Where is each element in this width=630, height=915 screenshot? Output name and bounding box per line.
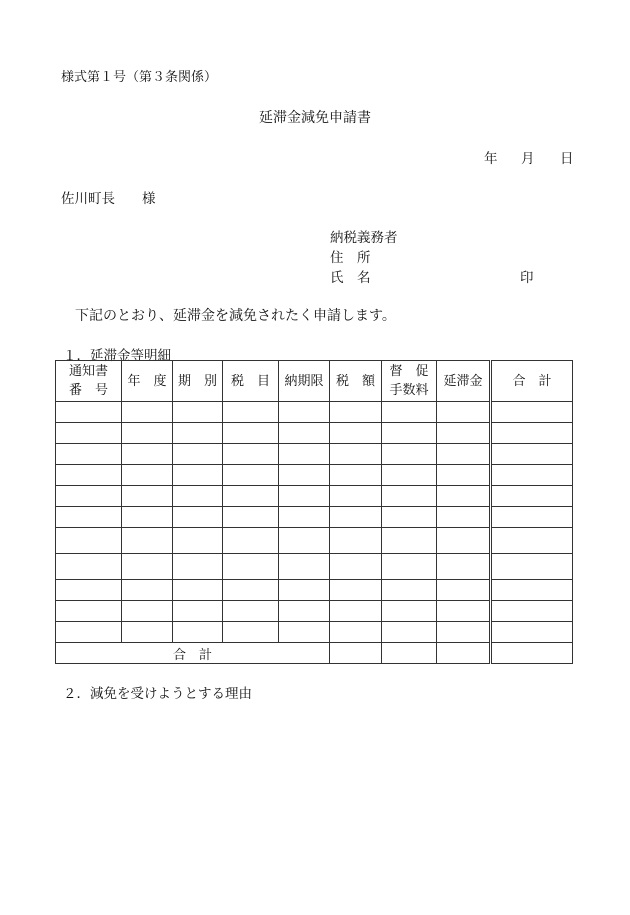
table-cell-reminder-fee[interactable] [382,554,437,580]
table-cell-fiscal-year[interactable] [122,423,173,444]
seal-mark: 印 [520,270,534,286]
table-cell-reminder-fee[interactable] [382,601,437,622]
table-cell-delinquency-charge[interactable] [437,554,491,580]
column-header-line: 税 目 [230,373,270,389]
table-cell-delinquency-charge[interactable] [437,622,491,643]
table-row [56,601,573,622]
table-cell-fiscal-year[interactable] [122,601,173,622]
table-cell-reminder-fee[interactable] [382,528,437,554]
table-cell-fiscal-year[interactable] [122,402,173,423]
table-cell-notice-number[interactable] [56,580,122,601]
table-cell-fiscal-year[interactable] [122,580,173,601]
table-cell-due-date[interactable] [279,528,330,554]
table-row [56,580,573,601]
total-reminder-fee-cell[interactable] [382,643,437,664]
table-cell-notice-number[interactable] [56,465,122,486]
table-cell-tax-type[interactable] [223,528,279,554]
column-header-tax-type [223,361,279,402]
table-cell-tax-amount[interactable] [330,465,382,486]
column-header-delinquency-charge [437,361,491,402]
column-header-line: 延滞金 [443,373,483,389]
delinquency-detail-table [55,360,573,664]
table-cell-notice-number[interactable] [56,402,122,423]
table-cell-installment[interactable] [173,507,223,528]
column-header-line: 番 号 [68,383,108,398]
table-cell-tax-amount[interactable] [330,554,382,580]
table-cell-fiscal-year[interactable] [122,444,173,465]
section2-heading: ２．減免を受けようとする理由 [63,686,252,702]
form-number: 様式第１号（第３条関係） [61,70,218,85]
table-cell-tax-amount[interactable] [330,423,382,444]
table-cell-reminder-fee[interactable] [382,465,437,486]
total-row [56,643,573,664]
date-day-label: 日 [560,151,574,167]
table-cell-tax-amount[interactable] [330,601,382,622]
table-cell-total[interactable] [491,444,573,465]
table-cell-reminder-fee[interactable] [382,507,437,528]
table-cell-reminder-fee[interactable] [382,402,437,423]
table-cell-total[interactable] [491,486,573,507]
section1-heading: １．延滞金等明細 [63,348,171,364]
address-label: 住 所 [330,250,371,266]
table-cell-reminder-fee[interactable] [382,486,437,507]
table-cell-fiscal-year[interactable] [122,554,173,580]
table-row [56,622,573,643]
table-cell-notice-number[interactable] [56,601,122,622]
table-cell-notice-number[interactable] [56,528,122,554]
total-label: 合 計 [56,643,330,664]
table-cell-total[interactable] [491,528,573,554]
table-cell-tax-amount[interactable] [330,486,382,507]
table-cell-total[interactable] [491,554,573,580]
table-cell-due-date[interactable] [279,444,330,465]
table-cell-notice-number[interactable] [56,444,122,465]
table-row [56,486,573,507]
column-header-notice-number [56,361,122,402]
table-cell-notice-number[interactable] [56,423,122,444]
table-cell-due-date[interactable] [279,423,330,444]
table-row [56,465,573,486]
table-cell-tax-type[interactable] [223,622,279,643]
table-cell-tax-type[interactable] [223,465,279,486]
table-cell-delinquency-charge[interactable] [437,402,491,423]
table-cell-tax-amount[interactable] [330,402,382,423]
table-row [56,402,573,423]
table-cell-delinquency-charge[interactable] [437,601,491,622]
total-delinquency-cell[interactable] [437,643,491,664]
table-cell-total[interactable] [491,507,573,528]
column-header-installment [173,361,223,402]
table-row [56,507,573,528]
date-year-label: 年 [484,151,498,167]
table-cell-installment[interactable] [173,601,223,622]
table-cell-installment[interactable] [173,465,223,486]
table-cell-installment[interactable] [173,444,223,465]
table-cell-delinquency-charge[interactable] [437,507,491,528]
table-cell-total[interactable] [491,601,573,622]
total-tax-amount-cell[interactable] [330,643,382,664]
table-cell-due-date[interactable] [279,601,330,622]
table-cell-total[interactable] [491,622,573,643]
table-cell-delinquency-charge[interactable] [437,580,491,601]
column-header-line: 期 別 [177,373,217,389]
table-cell-tax-amount[interactable] [330,622,382,643]
column-header-line: 合 計 [512,373,552,389]
column-header-line: 督 促 [389,364,429,379]
table-row [56,444,573,465]
taxpayer-heading: 納税義務者 [330,230,398,246]
table-cell-due-date[interactable] [279,507,330,528]
table-row [56,423,573,444]
table-cell-notice-number[interactable] [56,507,122,528]
table-cell-fiscal-year[interactable] [122,528,173,554]
table-cell-tax-amount[interactable] [330,507,382,528]
table-cell-reminder-fee[interactable] [382,444,437,465]
table-cell-total[interactable] [491,423,573,444]
table-cell-fiscal-year[interactable] [122,486,173,507]
table-cell-total[interactable] [491,580,573,601]
table-cell-reminder-fee[interactable] [382,580,437,601]
table-cell-notice-number[interactable] [56,486,122,507]
table-cell-due-date[interactable] [279,486,330,507]
grand-total-cell[interactable] [491,643,573,664]
table-cell-fiscal-year[interactable] [122,622,173,643]
table-cell-tax-type[interactable] [223,444,279,465]
table-cell-total[interactable] [491,465,573,486]
table-cell-installment[interactable] [173,402,223,423]
table-cell-delinquency-charge[interactable] [437,465,491,486]
table-cell-due-date[interactable] [279,465,330,486]
table-cell-reminder-fee[interactable] [382,622,437,643]
table-cell-installment[interactable] [173,423,223,444]
column-header-line: 通知書 [68,364,108,379]
column-header-line: 税 額 [335,373,375,389]
table-cell-total[interactable] [491,402,573,423]
table-cell-due-date[interactable] [279,580,330,601]
table-cell-installment[interactable] [173,622,223,643]
date-month-label: 月 [521,151,535,167]
column-header-line: 年 度 [127,373,167,389]
table-cell-installment[interactable] [173,580,223,601]
table-cell-installment[interactable] [173,554,223,580]
application-statement: 下記のとおり、延滞金を減免されたく申請します。 [75,308,396,324]
table-row [56,528,573,554]
table-cell-tax-amount[interactable] [330,580,382,601]
column-header-line: 手数料 [389,383,429,398]
table-cell-due-date[interactable] [279,402,330,423]
table-cell-installment[interactable] [173,528,223,554]
table-cell-delinquency-charge[interactable] [437,486,491,507]
table-cell-installment[interactable] [173,486,223,507]
table-cell-tax-type[interactable] [223,554,279,580]
table-cell-notice-number[interactable] [56,554,122,580]
table-cell-delinquency-charge[interactable] [437,444,491,465]
column-header-total [491,361,573,402]
column-header-line: 納期限 [284,373,324,389]
table-cell-tax-amount[interactable] [330,528,382,554]
table-cell-reminder-fee[interactable] [382,423,437,444]
table-cell-tax-type[interactable] [223,486,279,507]
table-row [56,554,573,580]
addressee: 佐川町長 様 [61,191,156,207]
table-cell-tax-type[interactable] [223,507,279,528]
table-cell-fiscal-year[interactable] [122,465,173,486]
column-header-due-date [279,361,330,402]
column-header-fiscal-year [122,361,173,402]
column-header-reminder-fee [382,361,437,402]
column-header-tax-amount [330,361,382,402]
table-cell-fiscal-year[interactable] [122,507,173,528]
table-cell-tax-type[interactable] [223,601,279,622]
table-cell-tax-type[interactable] [223,423,279,444]
table-cell-delinquency-charge[interactable] [437,423,491,444]
table-cell-tax-type[interactable] [223,580,279,601]
table-cell-due-date[interactable] [279,622,330,643]
table-cell-tax-amount[interactable] [330,444,382,465]
name-label: 氏 名 [330,270,371,286]
table-cell-due-date[interactable] [279,554,330,580]
document-title: 延滞金減免申請書 [259,110,371,126]
table-cell-notice-number[interactable] [56,622,122,643]
table-cell-delinquency-charge[interactable] [437,528,491,554]
table-cell-tax-type[interactable] [223,402,279,423]
